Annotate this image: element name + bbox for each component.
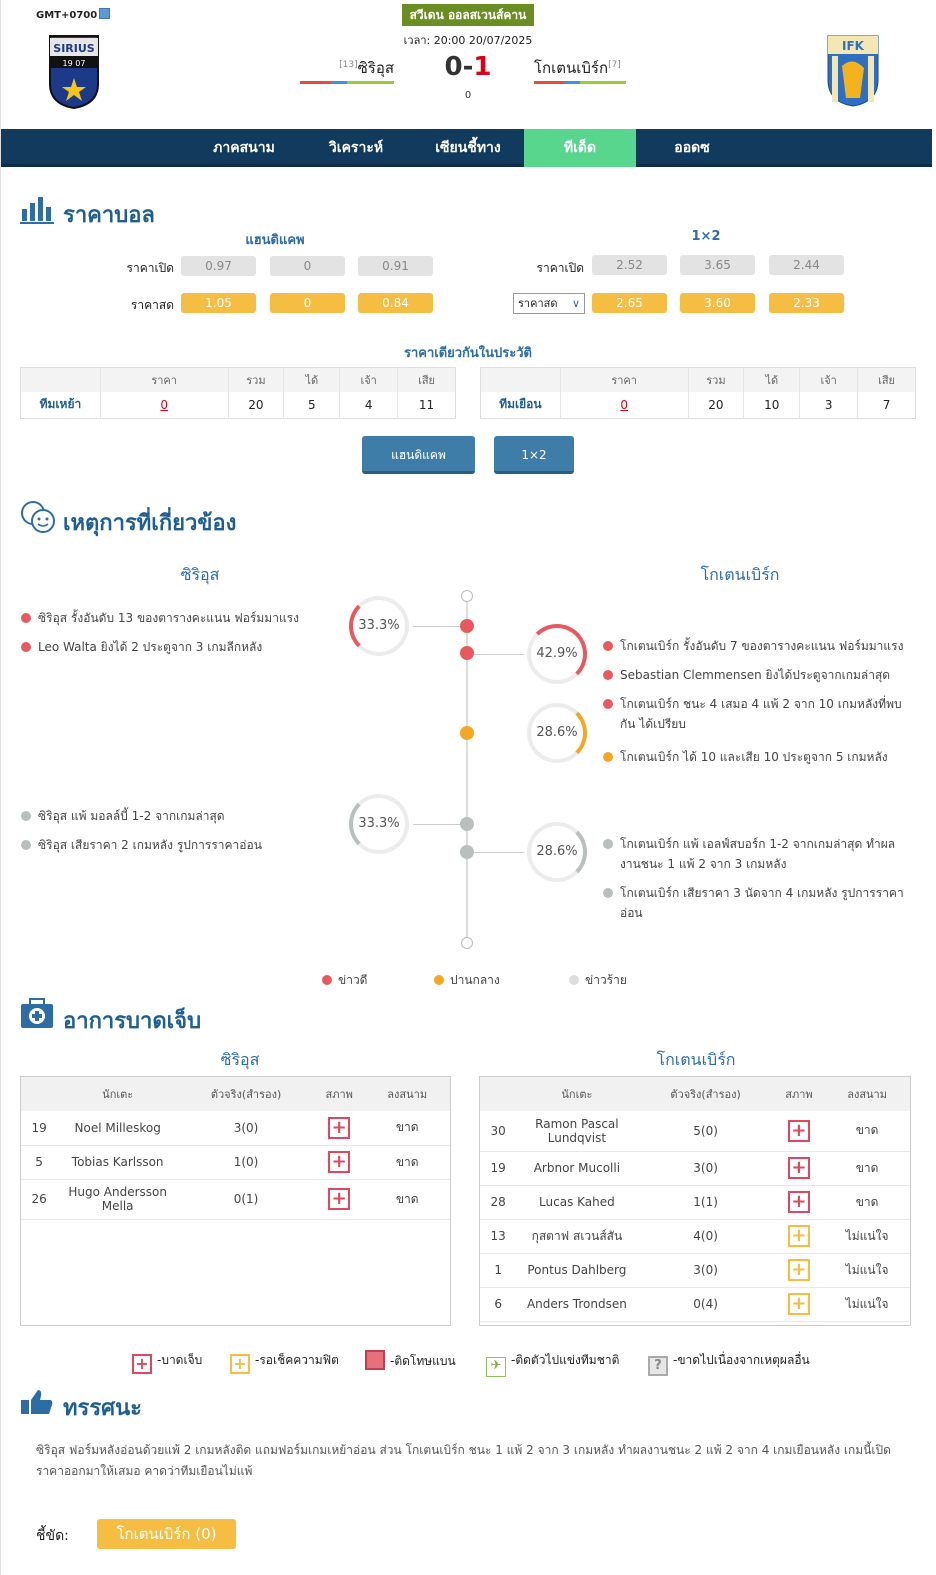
hc-live-home: 1.05 [181,293,256,313]
away-form-bar [534,81,626,84]
bad-dot [603,839,613,849]
home-bad-percent: 33.3% [349,794,409,854]
x12-button[interactable]: 1×2 [494,436,574,474]
match-time: เวลา: 20:00 20/07/2025 [403,34,533,47]
nav-tab-odds[interactable]: ออดซ [674,140,710,156]
table-row: 30 Ramon Pascal Lundqvist 5(0) + ขาด [480,1111,910,1151]
event-item: ซิริอุส เสียราคา 2 เกมหลัง รูปการราคาอ่อน [38,835,318,855]
away-injury-table: นักเตะ ตัวจริง(สำรอง) สภาพ ลงสนาม 30 Ramon Pascal Lundqvist 5(0) + ขาด 19 Arbnor Mucolli 3(0) + ขาด 28 Lucas Kahed 1(1) + ขาด 13 กุสตาฟ สเวนส์สัน 4(0) + ไม่แน่ใจ 1 Pontus Dahlberg 3(0) + ไม่แน่ใจ 6 Anders Trondsen 0(4) + ไม่แน่ใจ [479,1076,911,1326]
home-injury-table: นักเตะ ตัวจริง(สำรอง) สภาพ ลงสนาม 19 Noel Milleskog 3(0) + ขาด 5 Tobias Karlsson 1(0) + ขาด 26 Hugo Andersson Mella 0(1) + ขาด [20,1076,451,1326]
events-section-title: เหตุการที่เกี่ยวข้อง [63,511,237,536]
event-item: โกเตนเบิร์ก แพ้ เอลฟ์สบอร์ก 1-2 จากเกมล่าสุด ทำผลงานชนะ 1 แพ้ 2 จาก 3 เกมหลัง [620,834,914,874]
legend-bad: ข่าวร้าย [569,971,627,990]
svg-text:19 07: 19 07 [62,59,86,68]
away-team-name[interactable]: โกเตนเบิร์ก[7] [534,59,621,77]
hc-open-away: 0.91 [358,256,433,276]
suspended-icon [365,1350,385,1370]
timeline-node-neutral [460,726,474,740]
away-row-label: ทีมเยือน [499,397,542,412]
timeline-end [461,937,473,949]
bad-dot [21,840,31,850]
good-dot [603,670,613,680]
doubtful-icon: + [230,1354,250,1374]
connector [474,852,524,853]
away-rank: [7] [608,60,621,70]
league-badge[interactable]: สวีเดน ออลสเวนส์คาน [402,4,534,26]
connector [413,626,461,627]
nav-tab-field[interactable]: ภาคสนาม [213,140,275,156]
x12-live-away: 2.33 [769,293,844,313]
good-dot [21,613,31,623]
home-form-bar [300,81,394,84]
x12-open-draw: 3.65 [680,255,755,275]
table-row: 28 Lucas Kahed 1(1) + ขาด [480,1185,910,1219]
event-item: Sebastian Clemmensen ยิงได้ประตูจากเกมล่าสุด [620,665,914,685]
event-item: ซิริอุส แพ้ มอลล์บี้ 1-2 จากเกมล่าสุด [38,806,318,826]
event-item: โกเตนเบิร์ก เสียราคา 3 นัดจาก 4 เกมหลัง รูปการราคาอ่อน [620,883,914,923]
history-title: ราคาเดียวกันในประวัติ [403,346,533,361]
x12-live-draw: 3.60 [680,293,755,313]
events-away-title: โกเตนเบิร์ก [700,565,780,584]
good-dot [21,642,31,652]
hc-live-line: 0 [270,293,345,313]
table-row: 13 กุสตาฟ สเวนส์สัน 4(0) + ไม่แน่ใจ [480,1219,910,1253]
away-bad-percent: 28.6% [527,822,587,882]
doubtful-icon: + [788,1293,810,1315]
legend-suspended: -ติดโทษแบน [365,1350,456,1371]
home-price-link[interactable]: 0 [160,397,168,412]
left-border [0,0,1,1575]
doubtful-icon: + [788,1225,810,1247]
home-team-name[interactable]: [13]ซิริอุส [339,59,394,77]
nav-tab-tips[interactable]: ทีเด็ด [524,129,636,167]
home-rank: [13] [339,60,358,70]
legend-national: ✈ -ติดตัวไปแข่งทีมชาติ [486,1350,619,1377]
injured-icon: + [132,1354,152,1374]
injured-icon: + [328,1151,350,1173]
away-good-percent: 42.9% [527,624,587,684]
away-neutral-percent: 28.6% [527,703,587,763]
injured-icon: + [788,1120,810,1142]
live-odds-select[interactable]: ราคาสด ∨ [513,293,585,314]
legend-neutral: ปานกลาง [434,971,500,990]
medical-kit-icon [20,998,54,1030]
timeline-node-good [460,646,474,660]
verdict-text: ซิริอุส ฟอร์มหลังอ่อนด้วยแพ้ 2 เกมหลังติด แถมฟอร์มเกมเหย้าอ่อน ส่วน โกเตนเบิร์ก ชนะ 1 แพ้ 2 จาก 3 เกมหลัง ทำผลงานชนะ 2 แพ้ 2 จาก 4 เกมเยือนหลัง เกมนี้เปิดราคาออกมาให้เสมอ คาดว่าทีมเยือนไม่แพ้ [36,1443,891,1478]
x12-open-home: 2.52 [592,255,667,275]
injured-icon: + [328,1117,350,1139]
home-row-label: ทีมเหย้า [39,397,82,412]
table-row: 1 Pontus Dahlberg 3(0) + ไม่แน่ใจ [480,1253,910,1287]
score: 0-1 [444,52,492,82]
table-row: 26 Hugo Andersson Mella 0(1) + ขาด [21,1179,450,1219]
events-home-title: ซิริอุส [180,565,220,584]
x12-live-home: 2.65 [592,293,667,313]
table-row: 5 Tobias Karlsson 1(0) + ขาด [21,1145,450,1179]
x12-title: 1×2 [691,229,721,244]
table-row: 19 Arbnor Mucolli 3(0) + ขาด [480,1151,910,1185]
away-history-table: ราคา รวม ได้ เจ้า เสีย ทีมเยือน 0 20 10 3 7 [480,367,916,419]
home-good-percent: 33.3% [349,596,409,656]
connector [474,654,524,655]
hc-open-line: 0 [270,256,345,276]
info-icon [99,8,110,19]
verdict-section-title: ทรรศนะ [63,1396,142,1421]
event-item: โกเตนเบิร์ก ชนะ 4 เสมอ 4 แพ้ 2 จาก 10 เกมหลังที่พบกัน ได้เปรียบ [620,694,914,734]
injured-icon: + [788,1157,810,1179]
good-dot [603,699,613,709]
doubtful-icon: + [788,1259,810,1281]
legend-other: ? -ขาดไปเนื่องจากเหตุผลอื่น [648,1350,810,1376]
nav-tab-expert[interactable]: เซียนชี้ทาง [435,140,501,156]
timezone-label[interactable]: GMT+0700 [36,8,110,21]
handicap-title: แฮนดิแคพ [245,233,305,248]
thumbs-up-icon [20,1388,54,1416]
event-item: โกเตนเบิร์ก รั้งอันดับ 7 ของตารางคะแนน ฟอร์มมาแรง [620,636,914,656]
injury-section-title: อาการบาดเจ็บ [63,1009,202,1034]
event-item: โกเตนเบิร์ก ได้ 10 และเสีย 10 ประตูจาก 5 เกมหลัง [620,747,914,767]
timeline-node-good [460,619,474,633]
hc-open-label: ราคาเปิด [126,261,174,275]
away-price-link[interactable]: 0 [620,397,628,412]
legend-injured: + -บาดเจ็บ [132,1350,202,1374]
legend-doubtful: + -รอเช็คความฟิต [230,1350,339,1374]
injury-home-title: ซิริอุส [220,1050,260,1069]
neutral-band [0,725,936,741]
svg-text:IFK: IFK [842,39,864,53]
injured-icon: + [328,1188,350,1210]
event-item: ซิริอุส รั้งอันดับ 13 ของตารางคะแนน ฟอร์มมาแรง [38,608,318,628]
svg-text:SIRIUS: SIRIUS [53,42,95,55]
hc-open-home: 0.97 [181,256,256,276]
nav-tab-analysis[interactable]: วิเคราะห์ [328,140,384,156]
chevron-down-icon: ∨ [571,297,580,310]
bad-dot [603,888,613,898]
pick-label: ชี้ขัด: [36,1528,69,1544]
neutral-dot [603,752,613,762]
main-nav [0,129,932,167]
timeline-start [461,590,473,602]
connector [413,824,461,825]
away-team-logo [826,34,880,108]
bar-chart-icon [20,195,54,225]
hc-live-label: ราคาสด [130,298,174,312]
timeline-node-bad [460,845,474,859]
airplane-icon: ✈ [486,1357,506,1377]
x12-open-away: 2.44 [769,255,844,275]
question-icon: ? [648,1356,668,1376]
pick-badge[interactable]: โกเตนเบิร์ก (0) [97,1519,236,1549]
odds-section-title: ราคาบอล [63,203,155,228]
x12-open-label: ราคาเปิด [536,261,584,275]
home-history-table: ราคา รวม ได้ เจ้า เสีย ทีมเหย้า 0 20 5 4 11 [20,367,456,419]
halftime-score: 0 [464,90,472,101]
home-team-logo [46,32,102,110]
timeline-node-bad [460,817,474,831]
bad-dot [21,811,31,821]
event-item: Leo Walta ยิงได้ 2 ประตูจาก 3 เกมลีกหลัง [38,637,318,657]
good-dot [603,641,613,651]
hc-live-away: 0.84 [358,293,433,313]
injured-icon: + [788,1191,810,1213]
table-row: 19 Noel Milleskog 3(0) + ขาด [21,1111,450,1145]
faces-icon [20,500,56,534]
injury-away-title: โกเตนเบิร์ก [656,1050,736,1069]
handicap-button[interactable]: แฮนดิแคพ [362,436,475,474]
table-row: 6 Anders Trondsen 0(4) + ไม่แน่ใจ [480,1287,910,1321]
legend-good: ข่าวดี [322,971,367,990]
